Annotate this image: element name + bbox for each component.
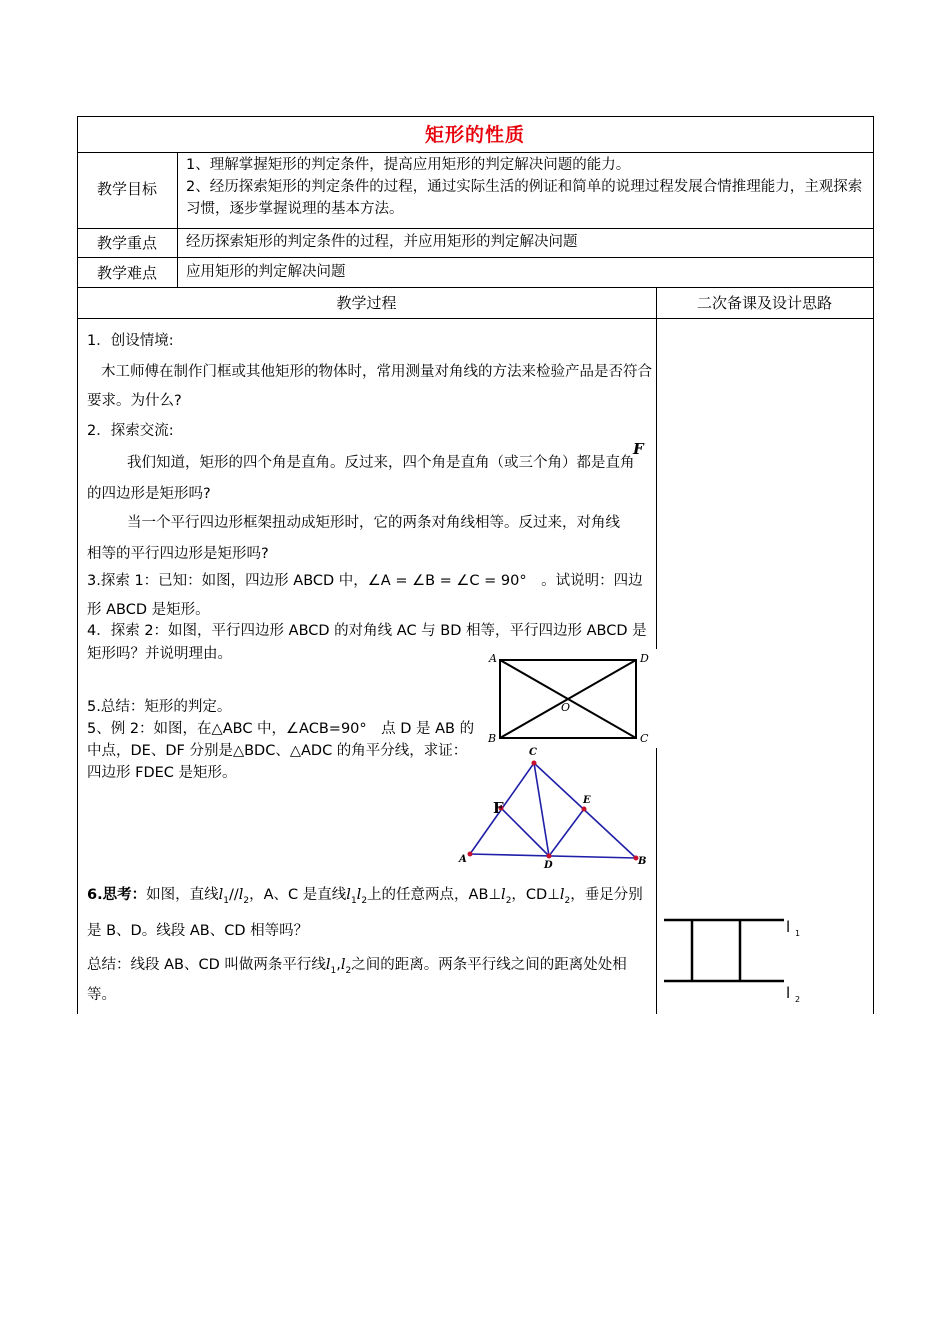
section-2-paragraph-1: 我们知道，矩形的四个角是直角。反过来，四个角是直角（或三个角）都是直角的四边形是矩形吗?	[87, 455, 635, 502]
label-l2-sub: 2	[795, 995, 801, 1004]
difficulty-text: 应用矩形的判定解决问题	[186, 264, 346, 280]
difficulty-row-border	[77, 287, 874, 288]
table-top-border	[77, 116, 874, 117]
s6-text-d: ，CD⊥	[511, 887, 560, 903]
tri-label-c: C	[529, 747, 537, 758]
summary-distance: 总结：线段 AB、CD 叫做两条平行线$l_1,l_2$之间的距离。两条平行线之间的距离处处相等。	[87, 957, 627, 1003]
title-row-border	[77, 152, 874, 153]
section-1-text: 木工师傅在制作门框或其他矩形的物体时，常用测量对角线的方法来检验产品是否符合要求。为什么?	[87, 364, 652, 409]
math-l-h: l	[340, 957, 346, 973]
math-l-c: l	[346, 887, 351, 903]
point-c	[532, 761, 537, 766]
math-l-e: l	[501, 887, 506, 903]
s6-text-b: ，A、C 是直线	[249, 887, 347, 903]
section-5-example: 5、例 2：如图，在△ABC 中，∠ACB=90° 点 D 是 AB 的中点，DE、DF 分别是△BDC、△ADC 的角平分线，求证：四边形 FDEC 是矩形。	[87, 721, 475, 781]
parallel-lines-figure	[660, 908, 870, 1008]
summary-text-b: 之间的距离。两条平行线之间的距离处处相等。	[87, 957, 627, 1003]
section-6-think	[87, 880, 649, 946]
tri-label-b: B	[638, 856, 647, 867]
notes-column-border-upper	[656, 287, 657, 649]
section-5-summary: 5.总结：矩形的判定。	[87, 699, 232, 715]
goals-label: 教学目标	[96, 180, 157, 198]
section-2-paragraph-2: 当一个平行四边形框架扭动成矩形时，它的两条对角线相等。反过来，对角线相等的平行四边形是矩形吗?	[87, 515, 620, 562]
math-l-f: l	[559, 887, 565, 903]
rect-label-a: A	[489, 652, 497, 665]
section-1-title: 1．创设情境:	[87, 333, 174, 349]
key-text: 经历探索矩形的判定条件的过程，并应用矩形的判定解决问题	[186, 234, 578, 250]
math-sub-c: 1	[350, 895, 357, 906]
math-parallel: //	[228, 887, 239, 903]
label-l1: l	[786, 918, 791, 936]
math-sub-d: 2	[361, 895, 368, 906]
section-2-title: 2．探索交流:	[87, 423, 174, 439]
goals-line-2: 2、经历探索矩形的判定条件的过程，通过实际生活的例证和简单的说理过程发展合情推理能力，主观探索习惯，逐步掌握说理的基本方法。	[186, 179, 863, 217]
section-3-explore-1: 3.探索 1：已知：如图，四边形 ABCD 中，∠A = ∠B = ∠C = 90° 。试说明：四边形 ABCD 是矩形。	[87, 573, 643, 618]
section-4-explore-2: 4．探索 2：如图，平行四边形 ABCD 的对角线 AC 与 BD 相等，平行四边形 ABCD 是矩形吗？并说明理由。	[87, 623, 647, 662]
math-l-d: l	[356, 887, 362, 903]
math-sub-h: 2	[345, 965, 352, 976]
notes-column-head: 二次备课及设计思路	[696, 294, 832, 312]
point-e	[582, 807, 587, 812]
label-column-border	[177, 152, 178, 287]
label-l2: l	[786, 984, 791, 1002]
process-column-head: 教学过程	[336, 294, 397, 312]
s6-text-e: ，垂足分别是 B、D。线段 AB、CD 相等吗？	[87, 887, 643, 939]
segment-cd	[534, 763, 549, 856]
tri-label-d: D	[544, 860, 553, 871]
difficulty-label: 教学难点	[96, 264, 157, 282]
math-sub-e: 2	[505, 895, 512, 906]
s6-text-c: 上的任意两点，AB⊥	[367, 887, 502, 903]
notes-column-border-lower	[656, 748, 657, 1014]
rect-label-b: B	[488, 732, 497, 745]
rect-label-c: C	[640, 732, 649, 745]
rect-label-d: D	[640, 652, 649, 665]
goals-line-1: 1、理解掌握矩形的判定条件，提高应用矩形的判定解决问题的能力。	[186, 157, 631, 173]
segment-de	[549, 809, 584, 856]
table-right-border	[873, 116, 874, 1014]
math-l-g: l	[325, 957, 331, 973]
column-head-border	[77, 318, 874, 319]
math-sub-f: 2	[564, 895, 571, 906]
summary-text-a: 总结：线段 AB、CD 叫做两条平行线	[87, 957, 326, 973]
goals-row-border	[77, 228, 874, 229]
section-6-label: 6.思考：	[87, 887, 147, 903]
rect-label-o: O	[561, 701, 571, 714]
tri-label-f: F	[493, 799, 504, 817]
label-l1-sub: 1	[795, 929, 801, 938]
page-title: 矩形的性质	[424, 124, 525, 146]
tri-label-a: A	[459, 854, 467, 865]
triangle-abc-figure	[456, 742, 656, 870]
point-d	[547, 854, 552, 859]
key-label: 教学重点	[96, 234, 157, 252]
math-l-a: l	[218, 887, 224, 903]
tri-label-e: E	[583, 795, 591, 806]
s6-text-a: 如图，直线	[146, 887, 219, 903]
key-row-border	[77, 257, 874, 258]
point-a	[468, 852, 473, 857]
stray-letter: F	[633, 440, 644, 458]
math-sub-b: 2	[243, 895, 250, 906]
math-sub-g: 1	[330, 965, 337, 976]
math-l-b: l	[238, 887, 244, 903]
math-sub-a: 1	[223, 895, 229, 906]
